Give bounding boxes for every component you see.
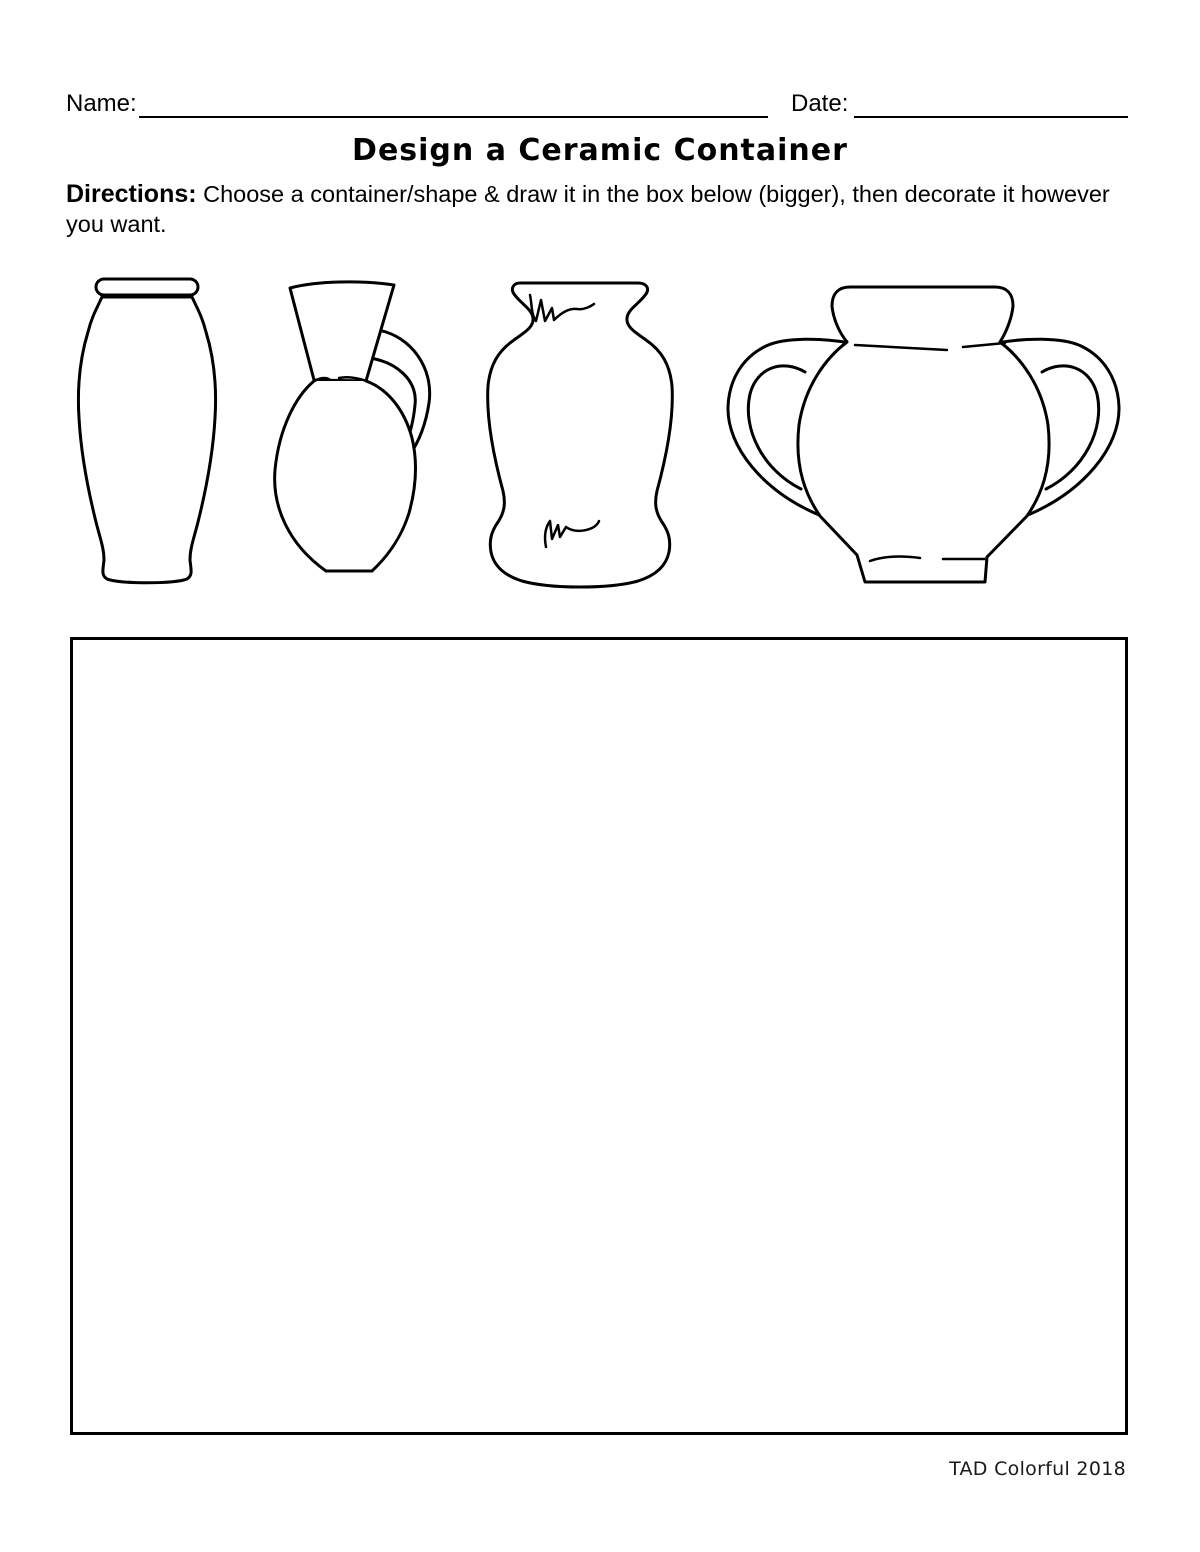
pitcher-body [275, 381, 416, 571]
credit-text: TAD Colorful 2018 [949, 1458, 1126, 1480]
directions-body: Choose a container/shape & draw it in the box below (bigger), then decorate it however you want. [66, 181, 1110, 237]
directions-label: Directions: [66, 180, 197, 208]
name-blank-line[interactable] [139, 116, 768, 118]
page-title: Design a Ceramic Container [352, 133, 848, 168]
date-label: Date: [791, 90, 849, 117]
tall-vase-body [78, 297, 215, 583]
directions-text [66, 179, 1144, 239]
amphora-vase-icon [482, 276, 678, 592]
pitcher-icon [266, 278, 438, 584]
name-label: Name: [66, 90, 137, 117]
amphora-outline [488, 283, 673, 587]
pot-body [798, 287, 1049, 582]
two-handled-pot-icon [723, 279, 1121, 595]
date-blank-line[interactable] [854, 116, 1128, 118]
drawing-box[interactable] [70, 637, 1128, 1435]
pitcher-neck [290, 282, 394, 381]
tall-vase-rim [96, 279, 198, 295]
tall-vase-icon [74, 276, 220, 586]
